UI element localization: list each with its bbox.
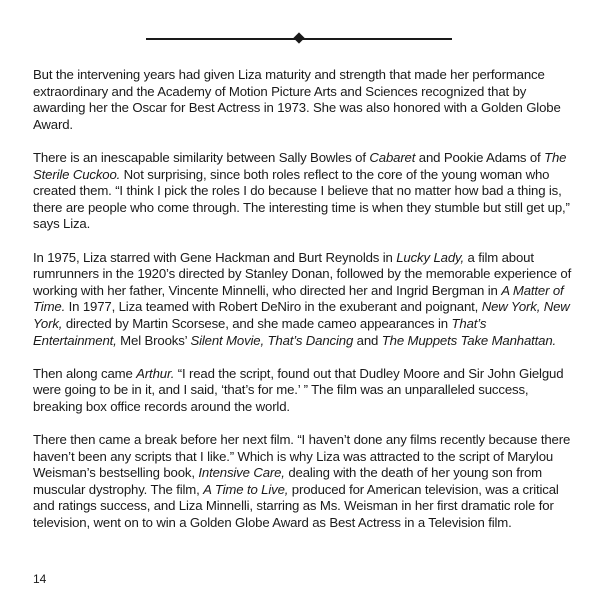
italic-title: Arthur.: [136, 365, 175, 381]
text-run: But the intervening years had given Liza maturity and strength that made her performance extraordinary and the Academy of Motion Picture Arts and Sciences recognized that by awarding her the Oscar for Best Actress in 1973. She was also honored with a Golden Globe Award.: [33, 67, 561, 132]
italic-title: The Muppets Take Manhattan.: [381, 332, 557, 348]
text-run: In 1975, Liza starred with Gene Hackman and Burt Reynolds in: [33, 249, 397, 265]
text-run: a film about rumrunners in the 1920’s directed by Stanley Donan, followed by the memorable experience of working with her father, Vincente Minnelli, who directed her and Ingrid Bergman in: [33, 249, 572, 298]
diamond-ornament-icon: [293, 32, 304, 43]
italic-title: A Matter of Time.: [33, 282, 564, 315]
italic-title: Intensive Care,: [198, 465, 285, 481]
text-run: directed by Martin Scorsese, and she made cameo appearances in: [62, 315, 452, 331]
article-body: [33, 67, 573, 548]
italic-title: The Sterile Cuckoo.: [33, 149, 567, 182]
paragraph-4: [33, 366, 573, 416]
paragraph-3: [33, 250, 573, 350]
paragraph-5: [33, 432, 573, 532]
text-run: “I read the script, found out that Dudley Moore and Sir John Gielgud were going to be in it, and I said, ‘that’s for me.’ ” The film was an unparalleled success, breaking box office records around the world.: [33, 365, 564, 414]
paragraph-1: [33, 67, 573, 133]
italic-title: Lucky Lady,: [396, 249, 464, 265]
italic-title: That’s Entertainment,: [33, 315, 487, 348]
italic-title: New York, New York,: [33, 299, 570, 331]
text-run: produced for American television, was a critical and ratings success, and Liza Minnelli, starring as Ms. Weisman in her first dramatic role for television, went on to win a Golden Globe Award as Best Actress in a Television film.: [33, 481, 559, 531]
italic-title: Silent Movie, That’s Dancing: [190, 332, 354, 348]
text-run: dealing with the death of her young son from muscular dystrophy. The film,: [33, 465, 542, 497]
text-run: In 1977, Liza teamed with Robert DeNiro in the exuberant and poignant,: [65, 299, 482, 315]
italic-title: A Time to Live,: [203, 481, 289, 497]
italic-title: Cabaret: [369, 149, 416, 165]
page-number: 14: [33, 572, 47, 586]
paragraph-2: [33, 150, 573, 233]
text-run: There is an inescapable similarity between Sally Bowles of: [33, 149, 370, 165]
text-run: and Pookie Adams of: [415, 149, 545, 165]
text-run: Not surprising, since both roles reflect to the core of the young woman who created them. “I think I pick the roles I do because I believe that no matter how bad a thing is, there are people who come through. The interesting time is when they stumble but still get up,” says Liza.: [33, 166, 570, 232]
text-run: Mel Brooks’: [116, 332, 191, 348]
text-run: Then along came: [33, 365, 137, 381]
text-run: There then came a break before her next film. “I haven’t done any films recently because there haven’t been any scripts that I like.” Which is why Liza was attracted to the script of Marylou Weisman’s bestselling book,: [33, 432, 571, 481]
ornamental-divider: [146, 34, 452, 44]
text-run: and: [353, 332, 382, 348]
